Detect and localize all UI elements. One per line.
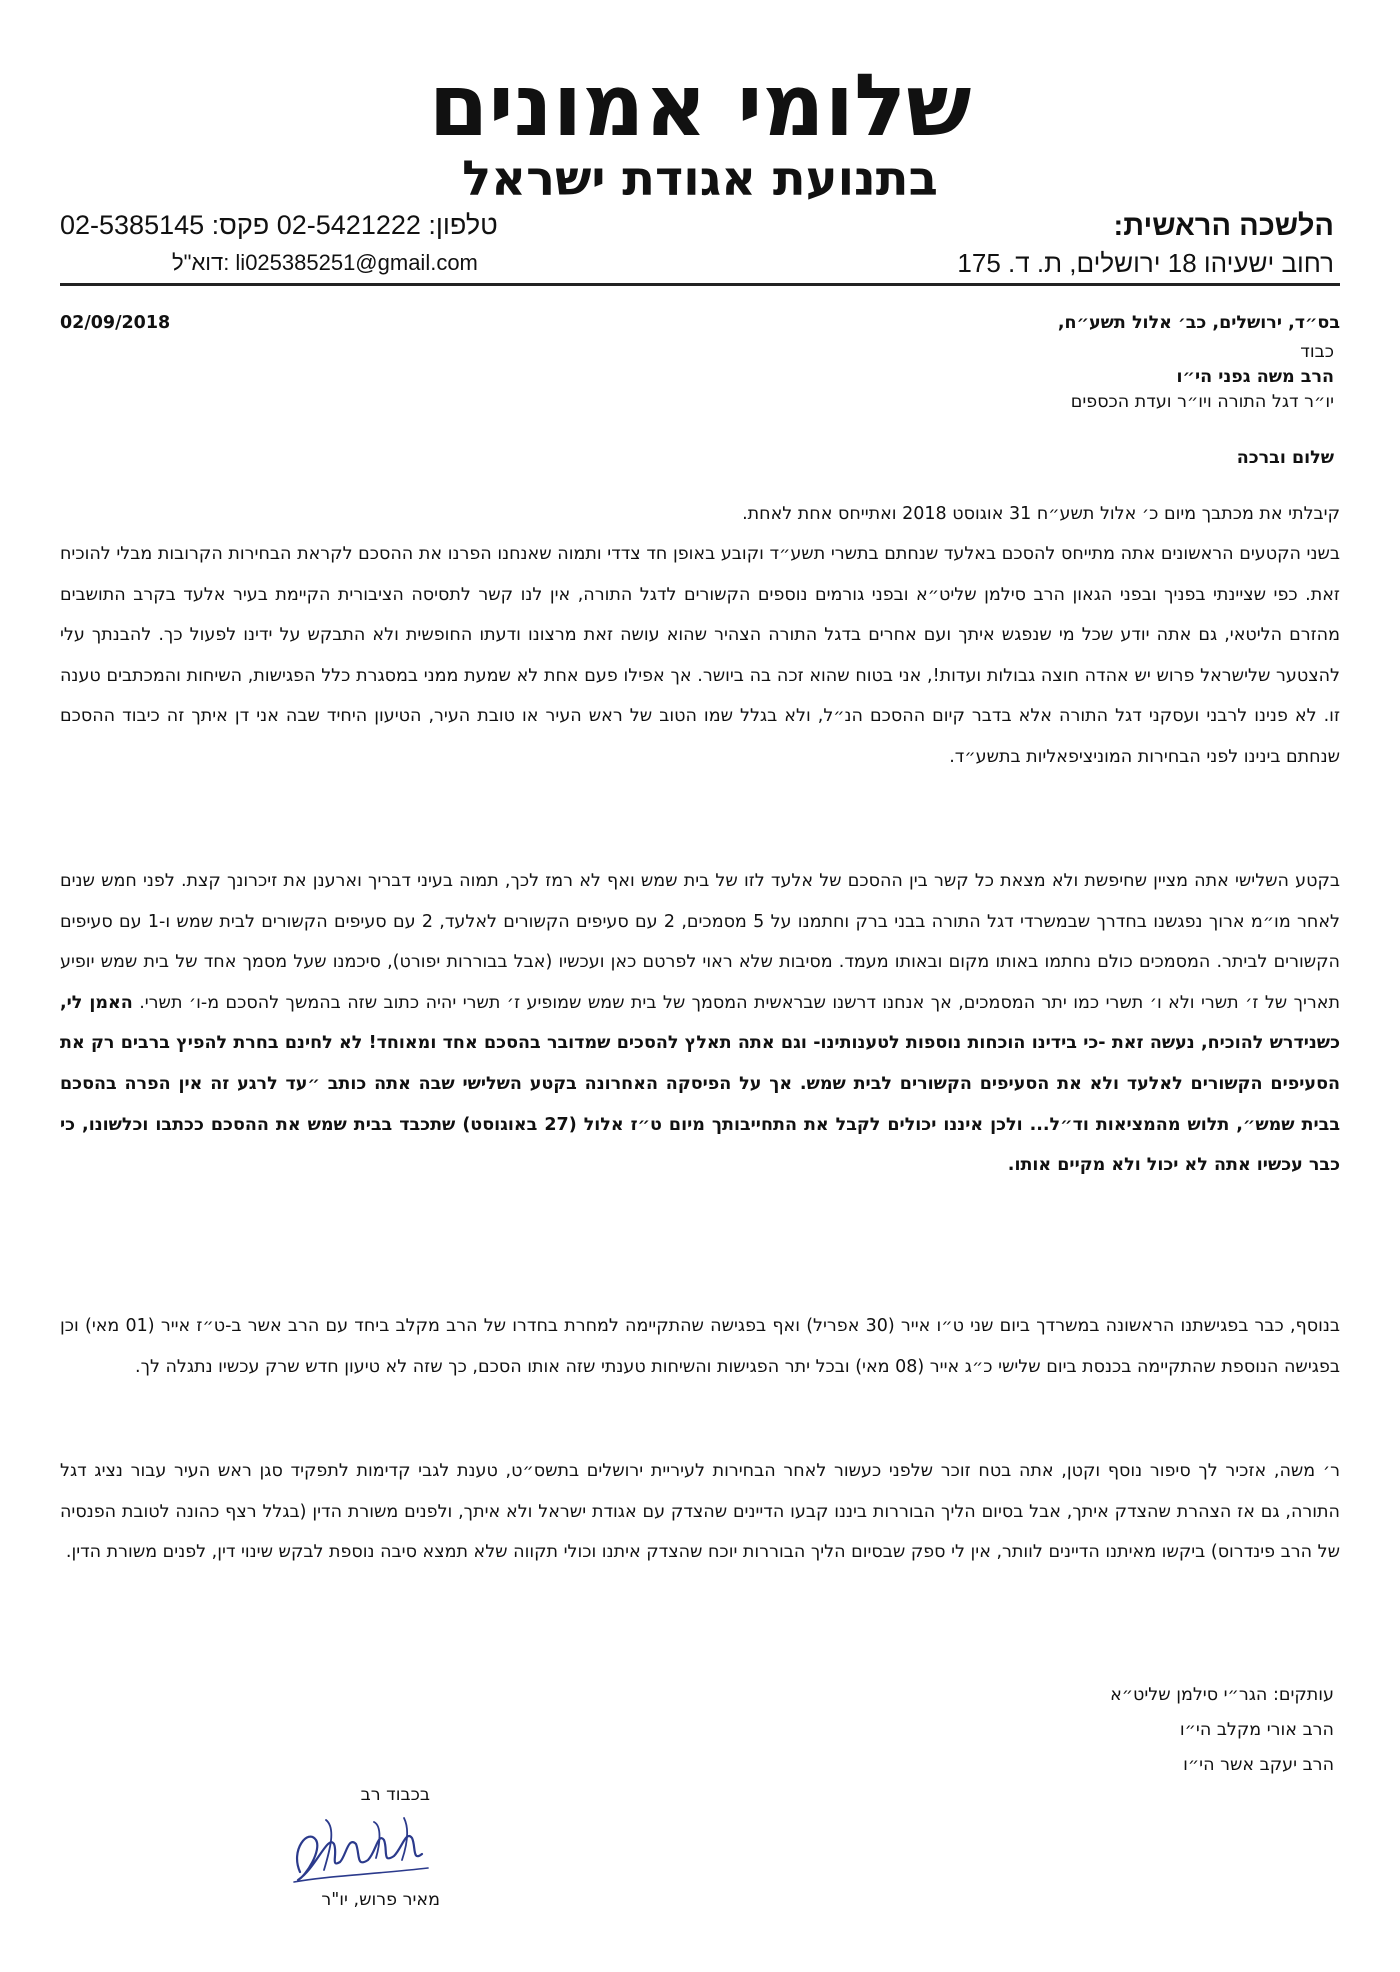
letter-date xyxy=(60,313,1340,333)
headquarters-address: רחוב ישעיהו 18 ירושלים, ת. ד. 175 xyxy=(957,248,1334,278)
copies-recipient-2: הרב אורי מקלב הי״ו xyxy=(1179,1720,1334,1740)
letterhead-divider xyxy=(60,283,1340,286)
organization-subtitle: בתנועת אגודת ישראל xyxy=(462,151,938,207)
contact-email: דוא"ל: li025385251@gmail.com xyxy=(172,250,478,275)
handwritten-signature xyxy=(286,1810,436,1890)
copies-line xyxy=(1110,1685,1334,1705)
copies-label: עותקים: xyxy=(1272,1685,1334,1705)
sign-off: בכבוד רב xyxy=(360,1785,430,1805)
greeting: שלום וברכה xyxy=(1236,448,1334,468)
body-paragraph-5: ר׳ משה, אזכיר לך סיפור נוסף וקטן, אתה בטח זוכר שלפני כעשור לאחר הבחירות לעיריית ירושלים בתשס״ט, טענת לגבי קדימות לתפקיד סגן ראש העיר עבור נציג דגל התורה, גם אז הצהרת שהצדק איתך, אבל בסיום הליך הבוררות ביננו קבעו הדיינים שהצדק עם אגודת ישראל ולא איתך, ולפנים משורת הדין (בגלל רצף כהונה לטובת הפנסיה של הרב פינדרוס) ביקשו מאיתנו הדיינים לוותר, אין לי ספק שבסיום הליך הבוררות יוכח שהצדק איתנו וכולי תקווה שלא תמצא סיבה נוספת לבקש שינוי דין, לפנים משורת הדין. xyxy=(60,1461,1340,1563)
hebrew-date: בס״ד, ירושלים, כב׳ אלול תשע״ח, xyxy=(1057,313,1340,333)
body-paragraph-4: בנוסף, כבר בפגישתנו הראשונה במשרדך ביום שני ט״ו אייר (30 אפריל) ואף בפגישה שהתקיימה למחרת בחדרו של הרב מקלב ביחד עם הרב אשר ב-ט״ז אייר (01 מאי) וכן בפגישה הנוספת שהתקיימה בכנסת ביום שלישי כ״ג אייר (08 מאי) ובכל יתר הפגישות והשיחות טענתי שזה אותו הסכם, כך שזה לא טיעון חדש שרק עכשיו נתגלה לך. xyxy=(60,1316,1340,1377)
headquarters-label: הלשכה הראשית: xyxy=(1113,210,1334,242)
organization-title: שלומי אמונים xyxy=(428,56,972,156)
paragraph-3-text: בקטע השלישי אתה מציין שחיפשת ולא מצאת כל קשר בין ההסכם של אלעד לזו של בית שמש ואף לא רמז לכך, תמוה בעיני דבריך וארענן את זיכרונך קצת. לפני חמש שנים לאחר מו״מ ארוך נפגשנו בחדרך שבמשרדי דגל התורה בבני ברק וחתמנו על 5 מסמכים, 2 עם סעיפים הקשורים לאלעד, 2 עם סעיפים הקשורים לבית שמש ו-1 עם סעיפים הקשורים לביתר. המסמכים כולם נחתמו באותו מקום ובאותו מעמד. מסיבות שלא ראוי לפרטם כאן ועכשיו (אבל בבוררות יפורט), סיכמנו שעל מסמך אחד של בית שמש יופיע תאריך של ז׳ תשרי ולא ו׳ תשרי כמו יתר המסמכים, אך אנחנו דרשנו שבראשית המסמך של בית שמש שמופיע ז׳ תשרי יהיה כתוב שזה בהמשך להסכם מ-ו׳ תשרי. xyxy=(60,871,1341,1013)
signatory-name: מאיר פרוש, יו"ר xyxy=(321,1890,440,1910)
body-paragraph-1: קיבלתי את מכתבך מיום כ׳ אלול תשע״ח 31 אוגוסט 2018 ואתייחס אחת לאחת. xyxy=(742,504,1340,524)
copies-recipient-3: הרב יעקב אשר הי״ו xyxy=(1183,1755,1334,1775)
recipient-title: יו״ר דגל התורה ויו״ר ועדת הכספים xyxy=(1070,392,1334,412)
recipient-name: הרב משה גפני הי״ו xyxy=(1176,367,1334,387)
gregorian-date: 02/09/2018 xyxy=(60,313,171,333)
body-paragraph-2: בשני הקטעים הראשונים אתה מתייחס להסכם באלעד שנחתם בתשרי תשע״ד וקובע באופן חד צדדי ותמוה שאנחנו הפרנו את ההסכם לקראת הבחירות הקרובות מבלי להוכיח זאת. כפי שציינתי בפניך ובפני הגאון הרב סילמן שליט״א ובפני גורמים נוספים הקשורים לדגל התורה, אין לנו קשר לתסיסה הציבורית הקיימת בעיר אלעד בקרב התושבים מהזרם הליטאי, גם אתה יודע שכל מי שנפגש איתך ועם אחרים בדגל התורה הצהיר שהוא עושה זאת מרצונו ודעתו החופשית ולא התבקש על ידינו לפעול כך. להבנתך עלי להצטער שלישראל פרוש יש אהדה חוצה גבולות ועדות!, אני בטוח שהוא זכה בה ביושר. אך אפילו פעם אחת לא שמעת ממני במסגרת כלל הפגישות, השיחות והמכתבים טענה זו. לא פנינו לרבני ועסקני דגל התורה אלא בדבר קיום ההסכם הנ״ל, ולא בגלל שמו הטוב של ראש העיר או טובת העיר, הטיעון היחיד שבה אני דן איתך זה כיבוד ההסכם שנחתם בינינו לפני הבחירות המוניציפאליות בתשע״ד. xyxy=(60,544,1340,767)
contact-phone-fax: טלפון: 02-5421222 פקס: 02-5385145 xyxy=(60,210,498,240)
copies-recipient-1: הגר״י סילמן שליט״א xyxy=(1110,1685,1268,1705)
body-paragraph-3 xyxy=(60,861,1340,1186)
paragraph-3-emphasis: האמן לי, כשנידרש להוכיח, נעשה זאת -כי בידינו הוכחות נוספות לטענותינו- וגם אתה תאלץ להסכים שמדובר בהסכם אחד ומאוחד! לא לחינם בחרת להפיץ ברבים רק את הסעיפים הקשורים לאלעד ולא את הסעיפים הקשורים לבית שמש. אך על הפיסקה האחרונה בקטע השלישי שבה אתה כותב ״עד לרגע זה אין הפרה בהסכם בבית שמש״, תלוש מהמציאות וד״ל... ולכן איננו יכולים לקבל את התחייבותך מיום ט״ז אלול (27 באוגוסט) שתכבד בבית שמש את ההסכם ככתבו וכלשונו, כי כבר עכשיו אתה לא יכול ולא מקיים אותו. xyxy=(60,992,1341,1176)
recipient-honorific: כבוד xyxy=(1300,342,1334,362)
